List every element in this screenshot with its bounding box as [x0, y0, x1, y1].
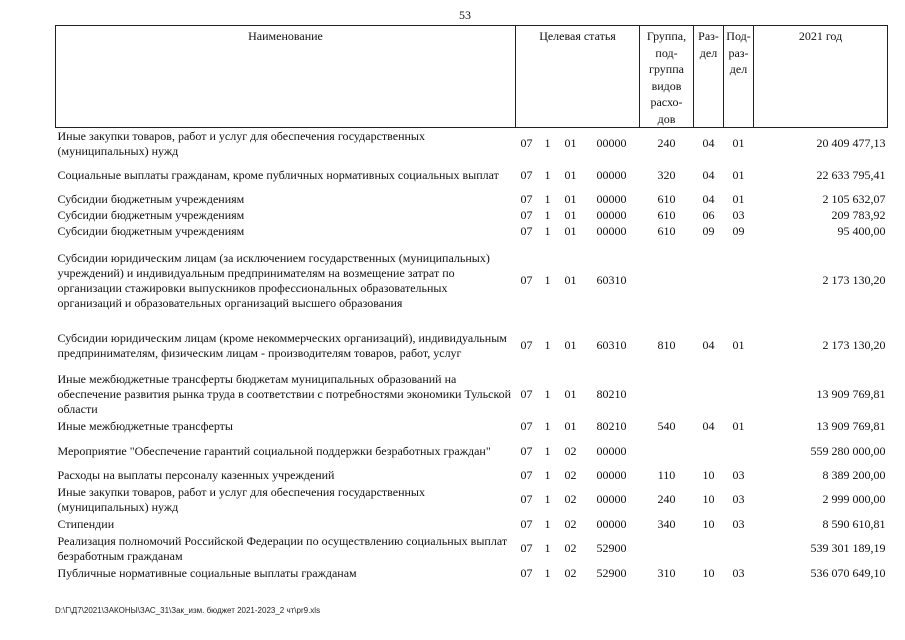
row-amount: 20 409 477,13 [816, 136, 886, 151]
table-row [56, 160, 888, 192]
target-article-program: 07 [520, 208, 533, 222]
row-amount: 13 909 769,81 [816, 386, 886, 401]
row-amount: 2 105 632,07 [822, 192, 886, 206]
header-year: 2021 год [754, 26, 888, 128]
table-row [56, 128, 888, 160]
table-row [56, 192, 888, 208]
target-article-main: 01 [564, 192, 577, 206]
expense-group: 610 [657, 192, 676, 206]
target-article-main: 02 [564, 468, 577, 482]
subsection-code: 01 [732, 168, 745, 182]
table-row [56, 484, 888, 516]
row-name: Иные межбюджетные трансферты бюджетам муниципальных образований на обеспечение развития рынка труда в соответствии с потребностями экономики Тульской области [57, 371, 512, 416]
row-amount: 13 909 769,81 [816, 419, 886, 433]
target-article-program: 07 [520, 492, 533, 506]
target-article-program: 07 [520, 386, 533, 401]
target-article-program: 07 [520, 516, 533, 531]
target-article-program: 07 [520, 273, 533, 287]
target-article-direction: 00000 [596, 492, 627, 506]
row-name: Социальные выплаты гражданам, кроме публичных нормативных социальных выплат [57, 168, 499, 182]
expense-group [640, 240, 694, 322]
target-article-main: 01 [564, 224, 577, 238]
expense-group: 110 [657, 468, 676, 482]
section-code: 10 [702, 492, 715, 506]
target-article-direction: 00000 [596, 208, 627, 222]
row-name: Стипендии [57, 516, 115, 531]
subsection-code: 01 [732, 419, 745, 433]
table-body [56, 128, 888, 582]
row-amount: 8 389 200,00 [822, 468, 886, 482]
row-amount: 8 590 610,81 [822, 516, 886, 531]
target-article-type: 1 [544, 224, 551, 238]
target-article-type: 1 [544, 273, 551, 287]
target-article-program: 07 [520, 338, 533, 352]
subsection-code: 03 [732, 208, 745, 222]
section-code: 04 [702, 192, 715, 206]
target-article-program: 07 [520, 565, 533, 580]
target-article-main: 01 [564, 386, 577, 401]
section-code: 04 [702, 419, 715, 433]
expense-group [640, 435, 694, 468]
row-amount: 2 173 130,20 [822, 273, 886, 287]
header-group: Группа, под-группа видов расхо-дов [640, 26, 694, 128]
target-article-type: 1 [544, 192, 551, 206]
target-article-main: 02 [564, 443, 577, 458]
subsection-code: 03 [732, 468, 745, 482]
subsection-code [724, 240, 754, 322]
target-article-direction: 60310 [596, 273, 627, 287]
target-article-direction: 00000 [596, 443, 627, 458]
target-article-main: 01 [564, 136, 577, 151]
target-article-program: 07 [520, 136, 533, 151]
row-name: Иные закупки товаров, работ и услуг для обеспечения государственных (муниципальных) нужд [57, 484, 425, 514]
expense-group: 810 [657, 338, 676, 352]
target-article-type: 1 [544, 208, 551, 222]
subsection-code [724, 435, 754, 468]
target-article-program: 07 [520, 419, 533, 433]
budget-table [55, 25, 888, 582]
expense-group: 310 [657, 565, 676, 580]
table-row [56, 208, 888, 224]
expense-group [640, 533, 694, 565]
row-amount: 95 400,00 [837, 224, 886, 238]
target-article-program: 07 [520, 443, 533, 458]
target-article-type: 1 [544, 419, 551, 433]
target-article-main: 01 [564, 273, 577, 287]
section-code [694, 435, 724, 468]
row-amount: 22 633 795,41 [816, 168, 886, 182]
target-article-direction: 52900 [596, 565, 627, 580]
table-row [56, 468, 888, 484]
page-number: 53 [459, 8, 471, 22]
subsection-code: 03 [732, 492, 745, 506]
target-article-type: 1 [544, 565, 551, 580]
section-code [694, 533, 724, 565]
target-article-direction: 80210 [596, 419, 627, 433]
header-section: Раз-дел [694, 26, 724, 128]
target-article-direction: 00000 [596, 136, 627, 151]
row-amount: 209 783,92 [831, 208, 886, 222]
row-name: Иные межбюджетные трансферты [57, 419, 233, 433]
subsection-code: 01 [732, 136, 745, 151]
target-article-type: 1 [544, 443, 551, 458]
target-article-type: 1 [544, 516, 551, 531]
expense-group: 340 [657, 516, 676, 531]
section-code: 04 [702, 338, 715, 352]
expense-group: 320 [657, 168, 676, 182]
expense-group [640, 370, 694, 419]
target-article-direction: 60310 [596, 338, 627, 352]
row-name: Реализация полномочий Российской Федерации по осуществлению социальных выплат безработным гражданам [57, 533, 508, 563]
target-article-type: 1 [544, 338, 551, 352]
row-name: Публичные нормативные социальные выплаты гражданам [57, 565, 357, 580]
target-article-main: 02 [564, 565, 577, 580]
target-article-main: 02 [564, 541, 577, 555]
target-article-direction: 00000 [596, 192, 627, 206]
row-amount: 539 301 189,19 [810, 541, 886, 555]
target-article-program: 07 [520, 224, 533, 238]
section-code: 10 [702, 468, 715, 482]
target-article-direction: 52900 [596, 541, 627, 555]
section-code: 09 [702, 224, 715, 238]
target-article-type: 1 [544, 386, 551, 401]
target-article-program: 07 [520, 468, 533, 482]
row-name: Субсидии бюджетным учреждениям [57, 224, 245, 238]
section-code: 04 [702, 136, 715, 151]
file-path-footer: D:\Г\Д7\2021\ЗАКОНЫ\ЗАС_31\Зак_изм. бюджет 2021-2023_2 чт\pr9.xls [55, 606, 321, 615]
target-article-main: 01 [564, 338, 577, 352]
section-code: 06 [702, 208, 715, 222]
expense-group: 240 [657, 492, 676, 506]
row-name: Субсидии бюджетным учреждениям [57, 192, 245, 206]
target-article-main: 01 [564, 419, 577, 433]
row-name: Субсидии бюджетным учреждениям [57, 208, 245, 222]
header-name: Наименование [56, 26, 516, 128]
subsection-code: 01 [732, 192, 745, 206]
section-code: 04 [702, 168, 715, 182]
table-row [56, 240, 888, 322]
target-article-main: 01 [564, 208, 577, 222]
target-article-direction: 00000 [596, 224, 627, 238]
subsection-code: 03 [732, 516, 745, 531]
row-amount: 536 070 649,10 [810, 565, 886, 580]
header-subsection: Под-раз-дел [724, 26, 754, 128]
expense-group: 610 [657, 208, 676, 222]
target-article-type: 1 [544, 468, 551, 482]
row-amount: 2 173 130,20 [822, 338, 886, 352]
table-row [56, 370, 888, 419]
row-amount: 559 280 000,00 [810, 443, 886, 458]
section-code: 10 [702, 565, 715, 580]
target-article-main: 01 [564, 168, 577, 182]
target-article-program: 07 [520, 541, 533, 555]
expense-group: 240 [657, 136, 676, 151]
row-amount: 2 999 000,00 [822, 492, 886, 506]
table-row [56, 533, 888, 565]
table-row [56, 322, 888, 370]
row-name: Иные закупки товаров, работ и услуг для обеспечения государственных (муниципальных) нужд [57, 128, 425, 158]
target-article-type: 1 [544, 136, 551, 151]
table-row [56, 435, 888, 468]
target-article-program: 07 [520, 192, 533, 206]
table-row [56, 565, 888, 582]
table-row [56, 224, 888, 240]
target-article-direction: 80210 [596, 386, 627, 401]
table-row [56, 516, 888, 533]
target-article-type: 1 [544, 492, 551, 506]
target-article-program: 07 [520, 168, 533, 182]
subsection-code [724, 370, 754, 419]
table-header-row [56, 26, 888, 128]
row-name: Субсидии юридическим лицам (за исключением государственных (муниципальных) учреждений) и индивидуальным предпринимателям на возмещение затрат по организации стажировки выпускников профессиональных образовательных организаций и образовательных организаций высшего образования [57, 250, 490, 310]
target-article-main: 02 [564, 516, 577, 531]
target-article-main: 02 [564, 492, 577, 506]
target-article-direction: 00000 [596, 168, 627, 182]
target-article-direction: 00000 [596, 516, 627, 531]
section-code: 10 [702, 516, 715, 531]
expense-group: 540 [657, 419, 676, 433]
target-article-direction: 00000 [596, 468, 627, 482]
section-code [694, 240, 724, 322]
row-name: Субсидии юридическим лицам (кроме некоммерческих организаций), индивидуальным предпринимателям, физическим лицам - производителям товаров, работ, услуг [57, 330, 507, 360]
expense-group: 610 [657, 224, 676, 238]
subsection-code: 01 [732, 338, 745, 352]
row-name: Расходы на выплаты персоналу казенных учреждений [57, 468, 335, 482]
target-article-type: 1 [544, 541, 551, 555]
section-code [694, 370, 724, 419]
subsection-code: 09 [732, 224, 745, 238]
target-article-type: 1 [544, 168, 551, 182]
table-row [56, 419, 888, 435]
header-target-article: Целевая статья [516, 26, 640, 128]
subsection-code: 03 [732, 565, 745, 580]
subsection-code [724, 533, 754, 565]
row-name: Мероприятие "Обеспечение гарантий социальной поддержки безработных граждан" [57, 443, 491, 458]
